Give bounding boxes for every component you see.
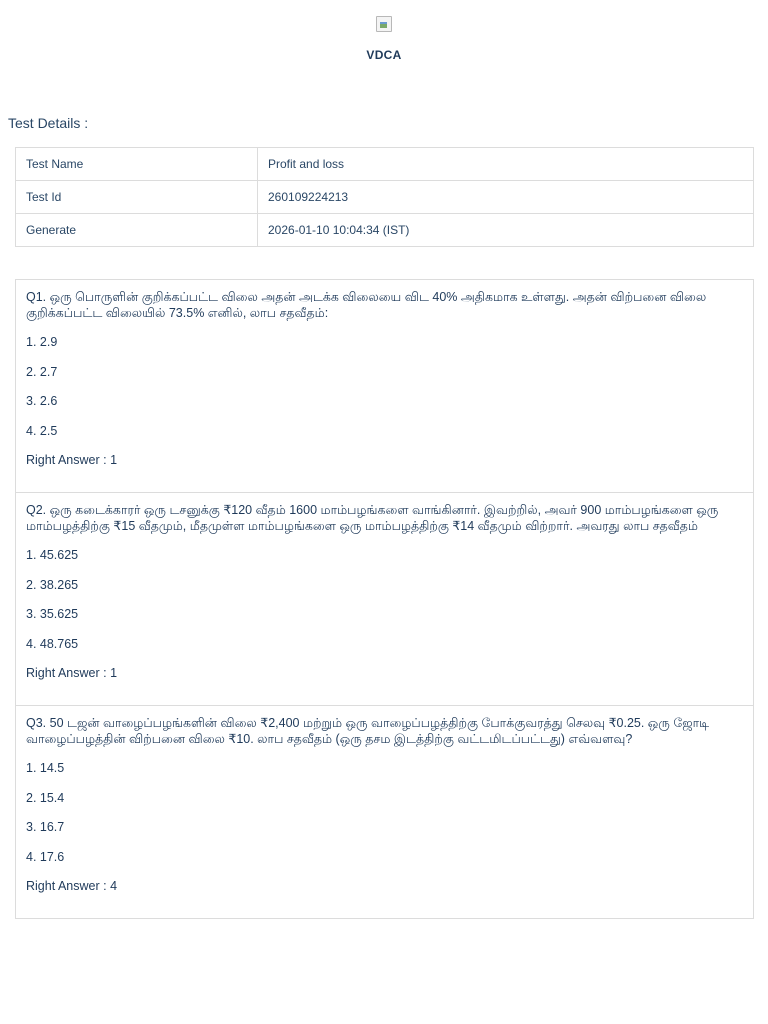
option: 4. 2.5 (26, 423, 58, 438)
detail-label: Test Name (16, 148, 258, 181)
right-answer: Right Answer : 1 (26, 453, 118, 467)
option: 1. 2.9 (26, 335, 58, 349)
detail-value: 260109224213 (258, 181, 754, 214)
detail-label: Generate (16, 214, 258, 247)
table-row (16, 181, 754, 214)
option: 2. 15.4 (26, 790, 65, 805)
option: 3. 35.625 (26, 607, 79, 621)
question-block (16, 493, 753, 706)
right-answer: Right Answer : 1 (26, 666, 118, 680)
question-block (16, 280, 753, 493)
option: 3. 2.6 (26, 394, 58, 408)
table-row (16, 214, 754, 247)
question-text: Q3. 50 டஜன் வாழைப்பழங்களின் விலை ₹2,400 மற்றும் ஒரு வாழைப்பழத்திற்கு போக்குவரத்து செலவு ₹0.25. ஒரு ஜோடி வாழைப்பழத்தின் விற்பனை விலை ₹10. லாப சதவீதம் (ஒரு தசம இடத்திற்கு வட்டமிடப்பட்டது) எவ்வளவு? (26, 716, 710, 746)
table-row (16, 148, 754, 181)
option: 1. 45.625 (26, 548, 79, 562)
section-title: Test Details : (8, 115, 89, 131)
broken-image-icon (376, 16, 392, 32)
questions-list (15, 279, 754, 919)
right-answer: Right Answer : 4 (26, 879, 118, 893)
question-text: Q1. ஒரு பொருளின் குறிக்கப்பட்ட விலை அதன் அடக்க விலையை விட 40% அதிகமாக உள்ளது. அதன் விற்பனை விலை குறிக்கப்பட்ட விலையில் 73.5% எனில், லாப சதவீதம்: (26, 290, 707, 320)
option: 4. 48.765 (26, 636, 79, 651)
question-block (16, 706, 753, 919)
detail-value: 2026-01-10 10:04:34 (IST) (258, 214, 754, 247)
detail-value: Profit and loss (258, 148, 754, 181)
question-text: Q2. ஒரு கடைக்காரர் ஒரு டசனுக்கு ₹120 வீதம் 1600 மாம்பழங்களை வாங்கினார். இவற்றில், அவர் 900 மாம்பழங்களை ஒரு மாம்பழத்திற்கு ₹15 வீதமும், மீதமுள்ள மாம்பழங்களை ஒரு மாம்பழத்திற்கு ₹14 வீதமும் விற்றார். அவரது லாப சதவீதம் (26, 503, 719, 533)
option: 3. 16.7 (26, 820, 65, 834)
option: 2. 38.265 (26, 577, 79, 592)
test-details-table (15, 147, 754, 247)
option: 4. 17.6 (26, 849, 65, 864)
brand-name: VDCA (366, 48, 402, 62)
detail-label: Test Id (16, 181, 258, 214)
option: 1. 14.5 (26, 761, 65, 775)
page-header (0, 0, 768, 62)
option: 2. 2.7 (26, 364, 58, 379)
